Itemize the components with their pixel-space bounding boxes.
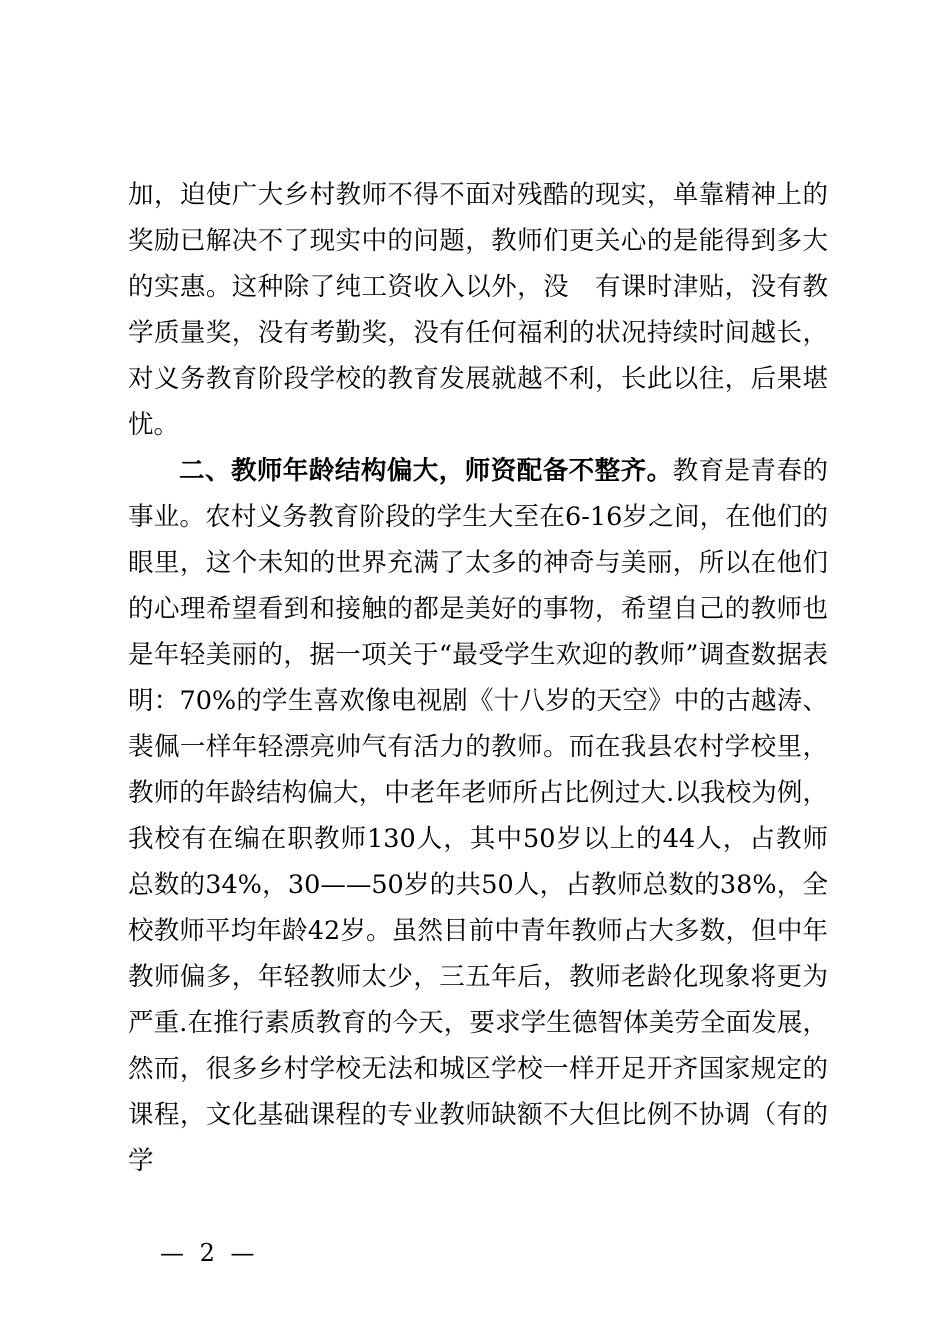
page-number: — 2 — — [160, 1239, 259, 1267]
paragraph-text: 教育是青春的事业。农村义务教育阶段的学生大至在6-16岁之间，在他们的眼里，这个未知的世界充满了太多的神奇与美丽，所以在他们的心理希望看到和接触的都是美好的事物，希望自己的教师也是年轻美丽的，据一项关于“最受学生欢迎的教师”调查数据表明：70%的学生喜欢像电视剧《十八岁的天空》中的古越涛、裴佩一样年轻漂亮帅气有活力的教师。而在我县农村学校里，教师的年龄结构偏大，中老年老师所占比例过大.以我校为例，我校有在编在职教师130人，其中50岁以上的44人，占教师总数的34%，30——50岁的共50人，占教师总数的38%，全校教师平均年龄42岁。虽然目前中青年教师占大多数，但中年教师偏多，年轻教师太少，三五年后，教师老龄化现象将更为严重.在推行素质教育的今天，要求学生德智体美劳全面发展，然而，很多乡村学校无法和城区学校一样开足开齐国家规定的课程，文化基础课程的专业教师缺额不大但比例不协调（有的学 — [128, 456, 828, 1176]
paragraph-continuation — [128, 172, 828, 448]
paragraph-text: 加，迫使广大乡村教师不得不面对残酷的现实，单靠精神上的奖励已解决不了现实中的问题，教师们更关心的是能得到多大的实惠。这种除了纯工资收入以外，没 有课时津贴，没有教学质量奖，没有考勤奖，没有任何福利的状况持续时间越长，对义务教育阶段学校的教育发展就越不利，长此以往，后果堪忧。 — [128, 180, 828, 440]
body-text — [128, 172, 828, 1184]
section-heading: 二、教师年龄结构偏大，师资配备不整齐。 — [179, 456, 673, 486]
paragraph-section-two — [128, 448, 828, 1184]
